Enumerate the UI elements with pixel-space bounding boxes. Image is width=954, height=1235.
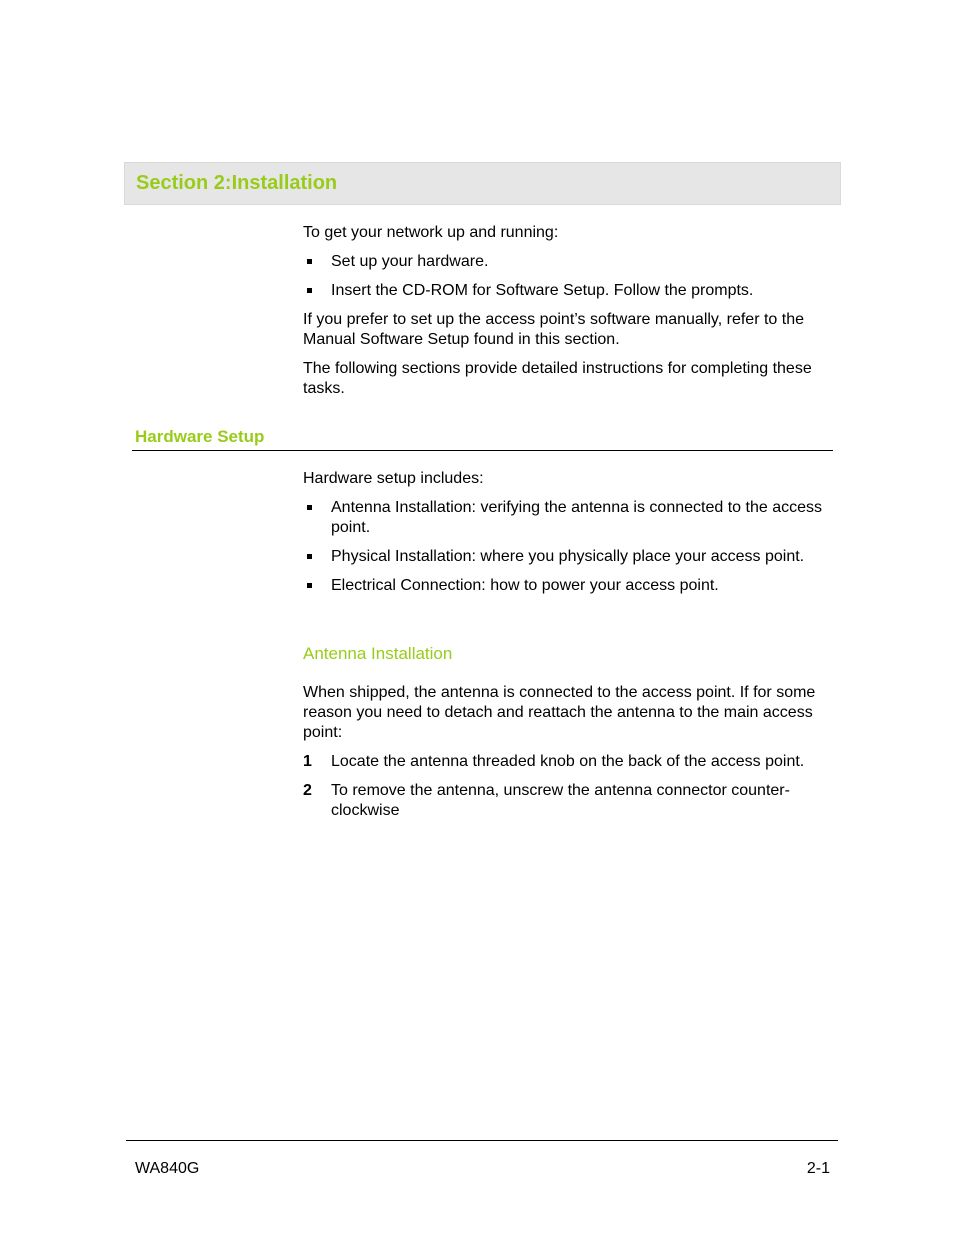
footer-page-number: 2-1 [806,1160,830,1177]
step-number: 2 [303,782,312,799]
intro-bullet-list [303,252,823,301]
footer-product-name: WA840G [135,1160,200,1177]
list-item: Electrical Connection: how to power your access point. [303,576,823,596]
list-item: Physical Installation: where you physically place your access point. [303,547,823,567]
step-text: Locate the antenna threaded knob on the back of the access point. [331,753,805,770]
heading-divider [132,450,833,451]
footer-divider [126,1140,838,1141]
step-text: To remove the antenna, unscrew the antenna connector counter-clockwise [331,782,790,819]
square-bullet-icon [307,259,312,264]
list-item [303,781,823,821]
intro-paragraph: If you prefer to set up the access point’s software manually, refer to the Manual Software Setup found in this section. [303,311,804,348]
antenna-steps-list [303,752,823,821]
list-item: Antenna Installation: verifying the antenna is connected to the access point. [303,498,823,538]
step-number: 1 [303,753,312,770]
square-bullet-icon [307,505,312,510]
hardware-block [303,469,823,605]
intro-block [303,223,823,408]
list-item: Set up your hardware. [303,252,823,272]
intro-paragraph: The following sections provide detailed instructions for completing these tasks. [303,360,812,397]
square-bullet-icon [307,554,312,559]
antenna-paragraph: When shipped, the antenna is connected to the access point. If for some reason you need to detach and reattach the antenna to the main access point: [303,684,816,741]
intro-lead: To get your network up and running: [303,224,559,241]
square-bullet-icon [307,288,312,293]
hardware-lead: Hardware setup includes: [303,470,484,487]
square-bullet-icon [307,583,312,588]
section-title: Section 2:Installation [136,172,338,194]
list-item [303,752,823,772]
hardware-bullet-list [303,498,823,596]
antenna-block [303,683,823,830]
hardware-setup-heading: Hardware Setup [135,427,265,446]
list-item: Insert the CD-ROM for Software Setup. Follow the prompts. [303,281,823,301]
section-header-bar [124,162,841,205]
antenna-installation-heading: Antenna Installation [303,644,453,663]
